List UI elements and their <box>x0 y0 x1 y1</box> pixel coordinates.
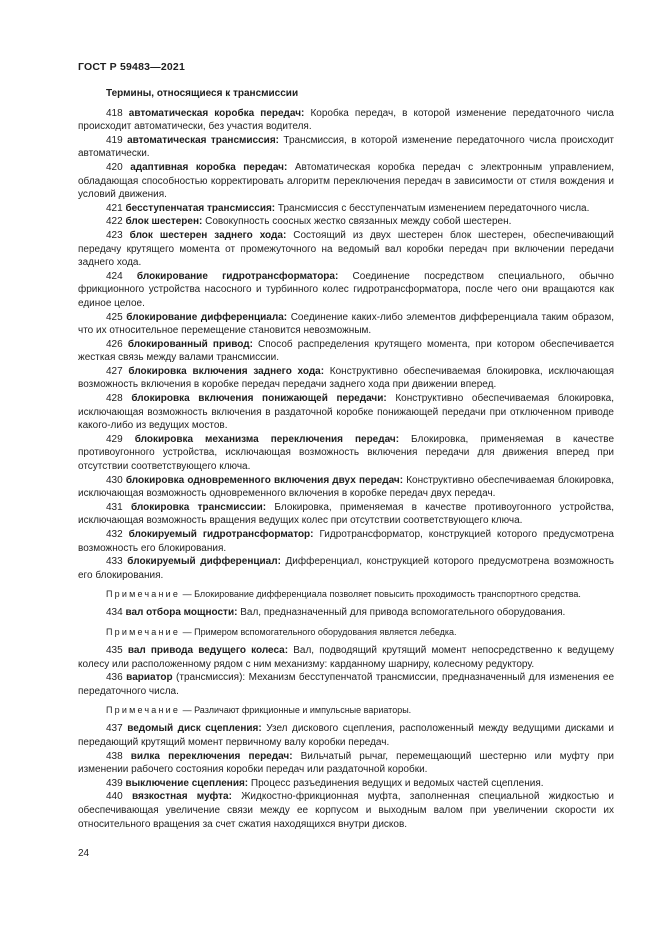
term-title: блок шестерен: <box>125 216 203 228</box>
term-title: блок шестерен заднего хода: <box>129 229 287 241</box>
note-text: — Примером вспомогательного оборудования является лебедка. <box>180 626 457 637</box>
term-number: 438 <box>106 750 123 762</box>
term-number: 430 <box>106 474 123 486</box>
term-title: вал отбора мощности: <box>125 607 238 619</box>
term-title: блокировка одновременного включения двух передач: <box>125 474 404 486</box>
term-definition: Конструктивно обеспечиваемая блокировка, исключающая возможность включения в раздаточной коробке понижающей передачи при отключенном приводе какого-либо из ведущих мостов. <box>78 393 614 432</box>
term-definition: Дифференциал, конструкцией которого предусмотрена возможность его блокирования. <box>78 556 614 581</box>
term-title: автоматическая коробка передач: <box>128 107 305 119</box>
term-title: выключение сцепления: <box>125 777 249 789</box>
term-title: автоматическая трансмиссия: <box>127 134 279 146</box>
term-definition: Трансмиссия с бесступенчатым изменением передаточного числа. <box>277 202 590 214</box>
term-entry <box>78 528 614 555</box>
term-definition: Соединение посредством специального, обычно фрикционного устройства насосного и турбинного колес гидротрансформатора, после чего они вращаются как единое целое. <box>78 270 614 309</box>
term-definition: Блокировка, применяемая в качестве противоугонного устройства, исключающая возможность включения передачи для движения вперед при отсутствии соответствующего ключа. <box>78 433 615 473</box>
term-definition: Вильчатый рычаг, перемещающий шестерню или муфту при изменении рабочего состояния коробки передач или раздаточной коробки. <box>78 750 615 776</box>
term-entry <box>78 134 614 161</box>
term-number: 421 <box>106 202 123 214</box>
term-definition: Конструктивно обеспечиваемая блокировка, исключающая возможность включения в коробке передач передачи заднего хода при движении вперед. <box>78 365 615 391</box>
term-title: блокировка механизма переключения передач: <box>134 433 400 445</box>
term-number: 425 <box>106 311 123 323</box>
term-number: 419 <box>106 134 123 146</box>
term-definition: Способ распределения крутящего момента, при котором обеспечивается жесткая связь между валами трансмиссии. <box>78 338 615 364</box>
term-number: 435 <box>106 644 123 656</box>
term-number: 440 <box>106 791 123 803</box>
term-number: 434 <box>106 607 123 619</box>
term-definition: Коробка передач, в которой изменение передаточного числа происходит автоматически, без участия водителя. <box>78 107 614 133</box>
term-entry <box>78 474 614 501</box>
term-entry <box>78 161 614 202</box>
term-entry <box>78 338 614 365</box>
term-title: блокирование дифференциала: <box>126 311 288 323</box>
note-label: Примечание <box>106 589 181 600</box>
term-number: 431 <box>106 501 123 513</box>
term-definition: Жидкостно-фрикционная муфта, заполненная специальной жидкостью и обеспечивающая увеличение связи между ее корпусом и выходным валом при увеличении скорости их относительного вращения за счет сжатия находящихся внутри дисков. <box>78 791 615 830</box>
note <box>78 626 614 638</box>
term-title: вариатор <box>126 672 173 684</box>
term-definition: Совокупность соосных жестко связанных между собой шестерен. <box>205 216 512 228</box>
term-number: 436 <box>106 672 123 684</box>
term-number: 433 <box>106 556 123 568</box>
term-definition: Трансмиссия, в которой изменение передаточного числа происходит автоматически. <box>78 134 615 160</box>
note <box>78 704 614 716</box>
term-definition: Соединение каких-либо элементов дифференциала таким образом, что их относительное перемещение становится невозможным. <box>78 311 614 337</box>
term-entry <box>78 433 614 474</box>
term-number: 422 <box>106 216 123 228</box>
term-definition: Гидротрансформатор, конструкцией которого предусмотрена возможность его блокирования. <box>78 529 614 554</box>
term-title: вилка переключения передач: <box>130 750 293 762</box>
term-number: 423 <box>106 229 123 241</box>
term-number: 439 <box>106 777 123 789</box>
term-entry <box>78 501 614 528</box>
term-number: 427 <box>106 365 123 377</box>
term-entry <box>78 644 614 671</box>
term-entry <box>78 750 614 777</box>
term-definition: Процесс разъединения ведущих и ведомых частей сцепления. <box>250 777 544 789</box>
term-title: адаптивная коробка передач: <box>130 161 288 173</box>
term-definition: Автоматическая коробка передач с электронным управлением, обладающая способностью корректировать алгоритм переключения передач в зависимости от стиля вождения и условий движения. <box>78 161 615 201</box>
term-title: блокировка трансмиссии: <box>131 501 267 513</box>
page-number: 24 <box>78 848 90 859</box>
term-definition: Вал, предназначенный для привода вспомогательного оборудования. <box>240 607 566 619</box>
note-label: Примечание <box>106 705 181 716</box>
term-definition: Вал, подводящий крутящий момент непосредственно к ведущему колесу или расположенному рядом с ним механизму: карданному шарниру, колесному редуктору. <box>78 644 615 670</box>
term-number: 420 <box>106 161 123 173</box>
term-title: вал привода ведущего колеса: <box>127 644 289 656</box>
term-number: 426 <box>106 338 123 350</box>
term-entry <box>78 365 614 392</box>
document-header: ГОСТ Р 59483—2021 <box>78 61 186 73</box>
term-title: блокирование гидротрансформатора: <box>136 270 339 282</box>
term-title: бесступенчатая трансмиссия: <box>125 202 276 214</box>
term-entry <box>78 270 614 311</box>
term-number: 428 <box>106 393 123 405</box>
note <box>78 588 614 600</box>
term-title: блокировка включения заднего хода: <box>128 365 325 377</box>
term-title: ведомый диск сцепления: <box>127 723 262 735</box>
term-title: блокированный привод: <box>127 338 253 350</box>
term-number: 437 <box>106 723 123 735</box>
term-entry <box>78 790 614 831</box>
note-text: — Различают фрикционные и импульсные вариаторы. <box>180 705 412 716</box>
term-entry <box>78 202 614 216</box>
term-entry <box>78 392 614 433</box>
term-list <box>78 107 614 832</box>
term-definition: Состоящий из двух шестерен блок шестерен, обеспечивающий передачу крутящего момента от промежуточного на ведомый вал коробки передач при включении передачи заднего хода. <box>78 229 614 269</box>
term-number: 424 <box>106 270 123 282</box>
term-entry <box>78 311 614 338</box>
term-title: блокируемый гидротрансформатор: <box>128 529 314 540</box>
section-heading: Термины, относящиеся к трансмиссии <box>106 88 299 99</box>
page-content <box>78 87 614 831</box>
term-definition: Узел дискового сцепления, расположенный между ведущими дисками и передающий крутящий момент первичному валу коробки передач. <box>78 723 614 748</box>
term-definition: Конструктивно обеспечиваемая блокировка, исключающая возможность одновременного включения в коробке передач двух передач. <box>78 474 615 500</box>
term-title: блокируемый дифференциал: <box>127 556 281 568</box>
term-entry <box>78 722 614 749</box>
term-title: блокировка включения понижающей передачи: <box>131 393 387 405</box>
term-number: 432 <box>106 529 123 540</box>
term-entry <box>78 671 614 698</box>
term-entry <box>78 215 614 229</box>
term-entry <box>78 229 614 270</box>
term-title: вязкостная муфта: <box>131 791 232 803</box>
term-number: 429 <box>106 433 123 445</box>
term-entry <box>78 606 614 620</box>
term-entry <box>78 777 614 791</box>
note-text: — Блокирование дифференциала позволяет повысить проходимость транспортного средства. <box>180 589 581 600</box>
term-entry <box>78 555 614 582</box>
term-definition: Блокировка, применяемая в качестве противоугонного устройства, исключающая возможность вращения ведущих колес при отсутствии соответствующего ключа. <box>78 501 614 527</box>
term-entry <box>78 107 614 134</box>
term-number: 418 <box>106 107 123 119</box>
term-definition: (трансмиссия): Механизм бесступенчатой трансмиссии, предназначенный для изменения ее передаточного числа. <box>78 672 615 697</box>
note-label: Примечание <box>106 626 181 637</box>
